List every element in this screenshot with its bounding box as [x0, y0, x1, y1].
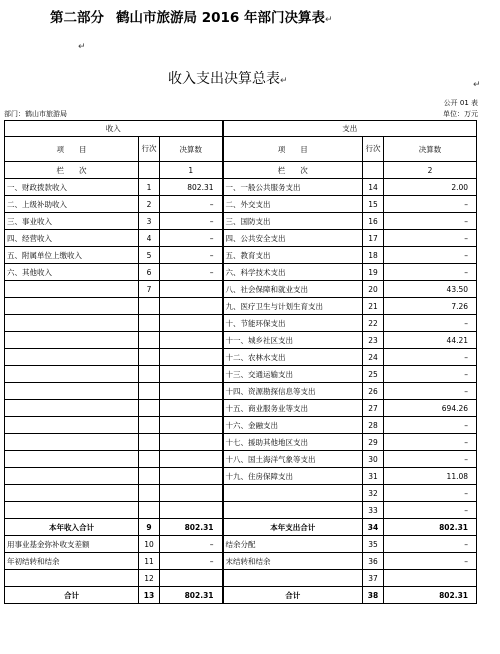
- income-item-cell: 年初结转和结余: [5, 553, 139, 570]
- income-line-cell: [139, 315, 160, 332]
- income-line-cell: 1: [139, 179, 160, 196]
- income-item-cell: [5, 332, 139, 349]
- table-row: [5, 213, 477, 230]
- income-amount-cell: –: [160, 196, 223, 213]
- column-header-row: [5, 137, 477, 162]
- income-amount-cell: –: [160, 264, 223, 281]
- income-column-label: 栏 次: [5, 162, 139, 179]
- expense-item-cell: 十八、国土海洋气象等支出: [223, 451, 363, 468]
- income-item-cell: 本年收入合计: [5, 519, 139, 536]
- income-line-cell: 7: [139, 281, 160, 298]
- expense-item-cell: 四、公共安全支出: [223, 230, 363, 247]
- expense-amount-cell: 7.26: [384, 298, 477, 315]
- paragraph-mark: ↵: [280, 76, 288, 86]
- expense-amount-cell: 802.31: [384, 587, 477, 604]
- expense-line-cell: 22: [363, 315, 384, 332]
- expense-line-cell: 34: [363, 519, 384, 536]
- expense-amount-cell: –: [384, 536, 477, 553]
- expense-line-cell: 14: [363, 179, 384, 196]
- table-row: [5, 485, 477, 502]
- expense-line-cell: 23: [363, 332, 384, 349]
- section-header-row: [5, 121, 477, 137]
- document-heading: [50, 6, 333, 26]
- expense-amount-cell: –: [384, 451, 477, 468]
- expense-item-cell: 二、外交支出: [223, 196, 363, 213]
- expense-item-cell: [223, 570, 363, 587]
- expense-line-header: 行次: [363, 137, 384, 162]
- expense-column-label: 栏 次: [223, 162, 363, 179]
- expense-amount-cell: –: [384, 315, 477, 332]
- income-line-cell: [139, 298, 160, 315]
- income-line-cell: 2: [139, 196, 160, 213]
- expense-item-cell: 九、医疗卫生与计划生育支出: [223, 298, 363, 315]
- income-line-cell: [139, 451, 160, 468]
- table-row: [5, 366, 477, 383]
- income-item-cell: [5, 485, 139, 502]
- expense-line-cell: 20: [363, 281, 384, 298]
- expense-line-cell: 16: [363, 213, 384, 230]
- paragraph-mark: ↵: [78, 42, 86, 52]
- income-item-cell: 二、上级补助收入: [5, 196, 139, 213]
- expense-amount-cell: –: [384, 196, 477, 213]
- income-line-cell: [139, 366, 160, 383]
- table-row: [5, 400, 477, 417]
- expense-line-cell: 37: [363, 570, 384, 587]
- expense-amount-cell: 802.31: [384, 519, 477, 536]
- income-amount-cell: –: [160, 213, 223, 230]
- income-amount-cell: [160, 298, 223, 315]
- income-item-cell: [5, 298, 139, 315]
- income-line-cell: [139, 434, 160, 451]
- expense-line-cell: 38: [363, 587, 384, 604]
- expense-item-cell: 十四、资源勘探信息等支出: [223, 383, 363, 400]
- income-item-cell: [5, 366, 139, 383]
- expense-item-cell: [223, 502, 363, 519]
- table-row: [5, 349, 477, 366]
- expense-item-cell: 十九、住房保障支出: [223, 468, 363, 485]
- income-amount-cell: [160, 502, 223, 519]
- income-line-cell: [139, 485, 160, 502]
- expense-line-cell: 29: [363, 434, 384, 451]
- expense-item-cell: 八、社会保障和就业支出: [223, 281, 363, 298]
- expense-amount-cell: –: [384, 264, 477, 281]
- expense-item-header: 项 目: [223, 137, 363, 162]
- income-item-cell: 四、经营收入: [5, 230, 139, 247]
- expense-item-cell: 合计: [223, 587, 363, 604]
- table-row: [5, 570, 477, 587]
- income-line-cell: [139, 383, 160, 400]
- table-row: [5, 179, 477, 196]
- unit-label: 单位：万元: [443, 110, 478, 118]
- expense-line-cell: 25: [363, 366, 384, 383]
- income-amount-cell: [160, 332, 223, 349]
- expense-line-cell: 30: [363, 451, 384, 468]
- expense-item-cell: 十七、援助其他地区支出: [223, 434, 363, 451]
- income-item-cell: 五、附属单位上缴收入: [5, 247, 139, 264]
- income-line-cell: [139, 417, 160, 434]
- table-row: [5, 587, 477, 604]
- expense-item-cell: 末结转和结余: [223, 553, 363, 570]
- income-amount-cell: –: [160, 247, 223, 264]
- expense-amount-cell: 11.08: [384, 468, 477, 485]
- table-row: [5, 468, 477, 485]
- expense-item-cell: 十二、农林水支出: [223, 349, 363, 366]
- income-amount-header: 决算数: [160, 137, 223, 162]
- income-amount-cell: –: [160, 230, 223, 247]
- expense-item-cell: 十一、城乡社区支出: [223, 332, 363, 349]
- table-row: [5, 502, 477, 519]
- table-row: [5, 553, 477, 570]
- expense-line-cell: 28: [363, 417, 384, 434]
- income-line-cell: 10: [139, 536, 160, 553]
- income-item-header: 项 目: [5, 137, 139, 162]
- income-amount-cell: [160, 417, 223, 434]
- expense-amount-cell: –: [384, 502, 477, 519]
- expense-amount-cell: –: [384, 230, 477, 247]
- table-row: [5, 536, 477, 553]
- expense-amount-header: 决算数: [384, 137, 477, 162]
- expense-line-cell: 15: [363, 196, 384, 213]
- expense-line-cell: 36: [363, 553, 384, 570]
- expense-amount-cell: [384, 570, 477, 587]
- income-line-cell: [139, 502, 160, 519]
- income-item-cell: [5, 434, 139, 451]
- table-row: [5, 315, 477, 332]
- income-line-cell: [139, 349, 160, 366]
- expense-amount-cell: 43.50: [384, 281, 477, 298]
- income-line-cell: [139, 468, 160, 485]
- income-line-cell: 3: [139, 213, 160, 230]
- income-line-cell: 11: [139, 553, 160, 570]
- expense-amount-cell: –: [384, 247, 477, 264]
- table-row: [5, 451, 477, 468]
- column-number-row: [5, 162, 477, 179]
- expense-amount-cell: –: [384, 417, 477, 434]
- income-line-cell: 12: [139, 570, 160, 587]
- expense-item-cell: 十五、商业服务业等支出: [223, 400, 363, 417]
- income-item-cell: 一、财政拨款收入: [5, 179, 139, 196]
- expense-item-cell: 十六、金融支出: [223, 417, 363, 434]
- expense-section-header: 支出: [223, 121, 477, 137]
- income-line-cell: [139, 332, 160, 349]
- expense-amount-cell: –: [384, 213, 477, 230]
- income-item-cell: 合计: [5, 587, 139, 604]
- income-amount-cell: [160, 468, 223, 485]
- expense-amount-cell: –: [384, 383, 477, 400]
- table-row: [5, 383, 477, 400]
- table-row: [5, 264, 477, 281]
- income-item-cell: [5, 502, 139, 519]
- table-row: [5, 230, 477, 247]
- income-amount-cell: –: [160, 553, 223, 570]
- expense-line-cell: 18: [363, 247, 384, 264]
- income-amount-cell: [160, 349, 223, 366]
- income-item-cell: 三、事业收入: [5, 213, 139, 230]
- table-row: [5, 417, 477, 434]
- income-line-header: 行次: [139, 137, 160, 162]
- expense-line-cell: 35: [363, 536, 384, 553]
- income-line-cell: 9: [139, 519, 160, 536]
- heading-part: 第二部分: [50, 10, 104, 26]
- table-row: [5, 281, 477, 298]
- form-number: 公开 01 表: [443, 99, 478, 107]
- expense-amount-cell: –: [384, 553, 477, 570]
- income-item-cell: [5, 570, 139, 587]
- expense-line-cell: 17: [363, 230, 384, 247]
- income-item-cell: [5, 451, 139, 468]
- income-amount-cell: [160, 570, 223, 587]
- table-row: [5, 196, 477, 213]
- expense-item-cell: 十、节能环保支出: [223, 315, 363, 332]
- expense-line-cell: 27: [363, 400, 384, 417]
- table-row: [5, 298, 477, 315]
- table-row: [5, 332, 477, 349]
- income-amount-cell: [160, 383, 223, 400]
- table-row: [5, 519, 477, 536]
- expense-item-cell: 五、教育支出: [223, 247, 363, 264]
- expense-amount-cell: 44.21: [384, 332, 477, 349]
- paragraph-mark: ↵: [473, 80, 481, 90]
- table-title-text: 收入支出决算总表: [168, 71, 280, 87]
- expense-line-cell: 19: [363, 264, 384, 281]
- expense-column-number: 2: [384, 162, 477, 179]
- income-item-cell: 用事业基金弥补收支差额: [5, 536, 139, 553]
- expense-item-cell: 本年支出合计: [223, 519, 363, 536]
- expense-amount-cell: –: [384, 434, 477, 451]
- income-item-cell: [5, 349, 139, 366]
- income-amount-cell: [160, 400, 223, 417]
- income-line-cell: [139, 400, 160, 417]
- table-row: [5, 434, 477, 451]
- income-item-cell: [5, 400, 139, 417]
- expense-item-cell: [223, 485, 363, 502]
- expense-amount-cell: –: [384, 485, 477, 502]
- table-row: [5, 247, 477, 264]
- income-amount-cell: –: [160, 536, 223, 553]
- expense-amount-cell: –: [384, 366, 477, 383]
- paragraph-mark: ↵: [324, 15, 333, 25]
- heading-name: 鹤山市旅游局 2016 年部门决算表: [116, 10, 325, 26]
- expense-item-cell: 十三、交通运输支出: [223, 366, 363, 383]
- expense-amount-cell: –: [384, 349, 477, 366]
- income-line-cell: 6: [139, 264, 160, 281]
- income-item-cell: [5, 417, 139, 434]
- income-amount-cell: [160, 451, 223, 468]
- expense-amount-cell: 694.26: [384, 400, 477, 417]
- expense-amount-cell: 2.00: [384, 179, 477, 196]
- income-column-number: 1: [160, 162, 223, 179]
- income-amount-cell: 802.31: [160, 587, 223, 604]
- department-label: 部门：鹤山市旅游局: [4, 110, 67, 118]
- income-item-cell: [5, 468, 139, 485]
- income-amount-cell: 802.31: [160, 519, 223, 536]
- expense-line-cell: 21: [363, 298, 384, 315]
- income-section-header: 收入: [5, 121, 223, 137]
- expense-line-cell: 26: [363, 383, 384, 400]
- income-expense-table: [4, 120, 477, 604]
- empty-cell: [139, 162, 160, 179]
- income-amount-cell: [160, 281, 223, 298]
- expense-item-cell: 一、一般公共服务支出: [223, 179, 363, 196]
- expense-item-cell: 三、国防支出: [223, 213, 363, 230]
- income-item-cell: [5, 281, 139, 298]
- table-title: [168, 68, 288, 88]
- expense-item-cell: 六、科学技术支出: [223, 264, 363, 281]
- income-line-cell: 5: [139, 247, 160, 264]
- income-item-cell: [5, 315, 139, 332]
- empty-cell: [363, 162, 384, 179]
- expense-line-cell: 33: [363, 502, 384, 519]
- income-amount-cell: [160, 434, 223, 451]
- income-item-cell: [5, 383, 139, 400]
- income-amount-cell: [160, 315, 223, 332]
- expense-line-cell: 24: [363, 349, 384, 366]
- income-amount-cell: 802.31: [160, 179, 223, 196]
- income-amount-cell: [160, 485, 223, 502]
- income-line-cell: 13: [139, 587, 160, 604]
- expense-line-cell: 32: [363, 485, 384, 502]
- income-amount-cell: [160, 366, 223, 383]
- income-item-cell: 六、其他收入: [5, 264, 139, 281]
- income-line-cell: 4: [139, 230, 160, 247]
- expense-line-cell: 31: [363, 468, 384, 485]
- expense-item-cell: 结余分配: [223, 536, 363, 553]
